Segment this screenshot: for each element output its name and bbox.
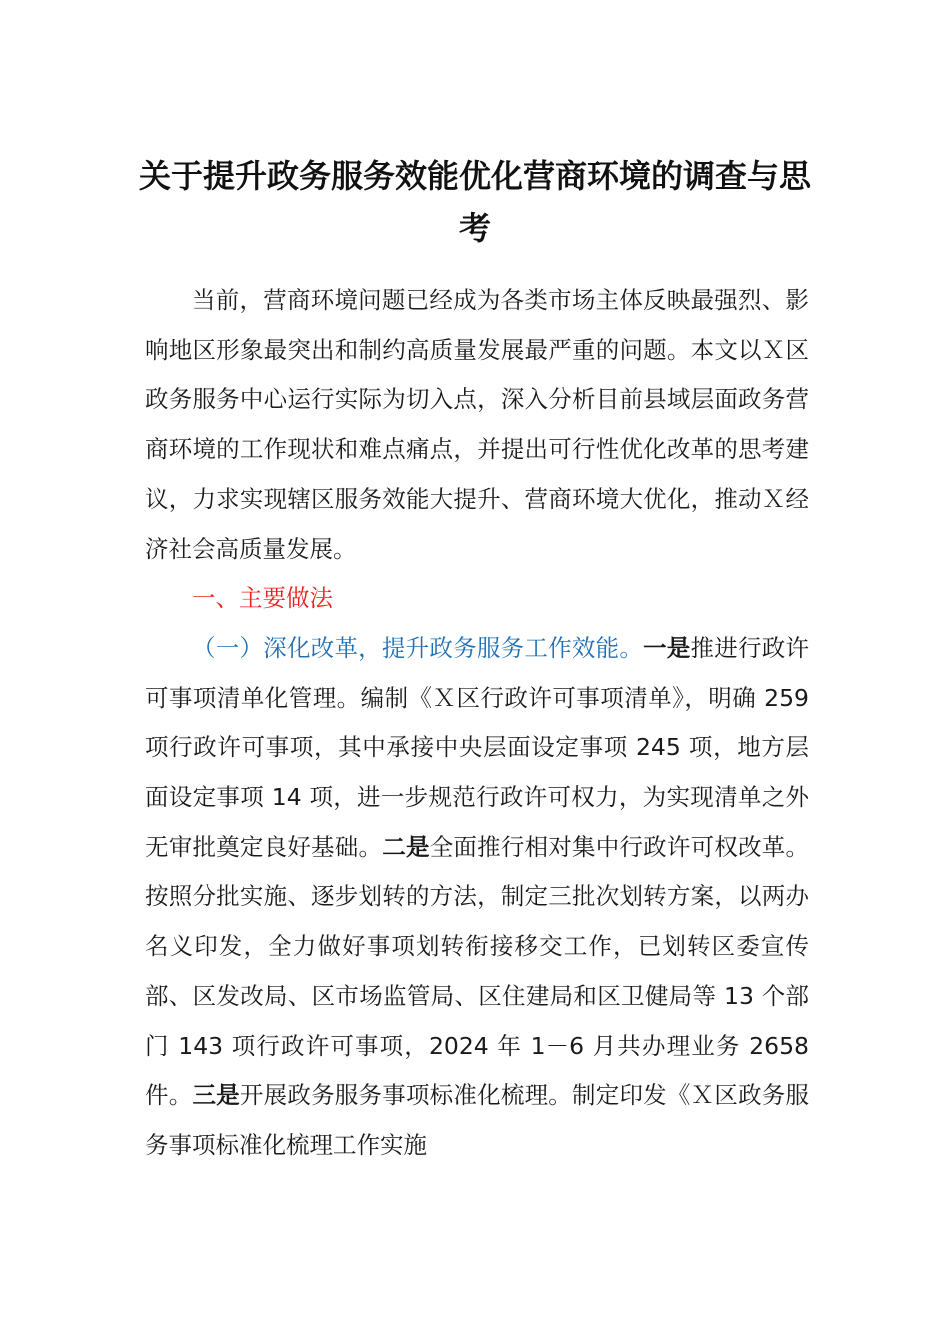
- document-body: [145, 276, 809, 1171]
- item-text-2: 全面推行相对集中行政许可权改革。按照分批实施、逐步划转的方法，制定三批次划转方案，以两办名义印发，全力做好事项划转衔接移交工作，已划转区委宣传部、区发改局、区市场监管局、区住建局和区卫健局等 13 个部门 143 项行政许可事项，2024 年 1－6 月共办理业务 2658 件。: [145, 832, 810, 1110]
- item-text-3: 开展政务服务事项标准化梳理。制定印发《Ｘ区政务服务事项标准化梳理工作实施: [145, 1081, 810, 1159]
- item-text-1: 推进行政许可事项清单化管理。编制《Ｘ区行政许可事项清单》，明确 259 项行政许可事项，其中承接中央层面设定事项 245 项，地方层面设定事项 14 项，进一步规范行政许可权力，为实现清单之外无审批奠定良好基础。: [145, 633, 810, 861]
- sub-section-paragraph: [145, 624, 809, 1171]
- document-title: 关于提升政务服务效能优化营商环境的调查与思考: [138, 157, 811, 247]
- section-heading: 一、主要做法: [192, 584, 333, 613]
- intro-paragraph: 当前，营商环境问题已经成为各类市场主体反映最强烈、影响地区形象最突出和制约高质量发展最严重的问题。本文以Ｘ区政务服务中心运行实际为切入点，深入分析目前县域层面政务营商环境的工作现状和难点痛点，并提出可行性优化改革的思考建议，力求实现辖区服务效能大提升、营商环境大优化，推动Ｘ经济社会高质量发展。: [145, 286, 809, 563]
- sub-section-heading: （一）深化改革，提升政务服务工作效能。: [192, 633, 644, 662]
- item-lead-1: 一是: [643, 633, 691, 662]
- item-lead-2: 二是: [382, 832, 430, 861]
- item-lead-3: 三是: [192, 1081, 240, 1110]
